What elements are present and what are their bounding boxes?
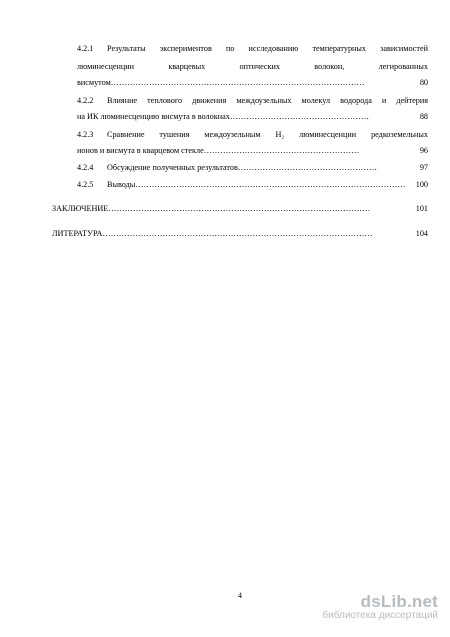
toc-entry-text: висмутом: [77, 78, 111, 87]
toc-entry-4-2-4: [77, 163, 428, 173]
toc-entry-4-2-3-line1: Сравнение тушения междоузельным H₂ люминесценции редкоземельных: [107, 130, 428, 139]
toc-entry-4-2-1-line3: [77, 78, 428, 88]
toc-page-number: 80: [419, 78, 428, 87]
toc-entry-4-2-2-line2: [77, 112, 428, 122]
page-number: 4: [238, 591, 242, 600]
toc-leader-dots: ……………………………………………………………………………………: [108, 204, 371, 213]
toc-entry-4-2-1-line1: Результаты экспериментов по исследованию температурных зависимостей: [107, 44, 428, 53]
toc-entry-conclusion: [52, 204, 428, 214]
toc-entry-literature: [52, 229, 428, 239]
toc-leader-dots: …………………………………………………………………………………: [110, 78, 365, 87]
toc-page-number: 96: [419, 146, 428, 155]
toc-number-4-2-2: 4.2.2: [77, 96, 94, 105]
toc-leader-dots: …………………………………………………: [203, 146, 360, 155]
toc-leader-dots: ………………………………………………………………………………………: [135, 180, 406, 189]
toc-entry-text: Выводы: [107, 180, 136, 189]
dslib-subtitle: библиотека диссертаций: [322, 610, 438, 621]
toc-entry-4-2-3-line2: [77, 146, 428, 156]
toc-entry-text: на ИК люминесценцию висмута в волокнах: [77, 112, 230, 121]
dslib-watermark: [322, 592, 438, 621]
toc-entry-4-2-5: [77, 180, 428, 190]
toc-entry-4-2-2-line1: Влияние теплового движения междоузельных молекул водорода и дейтерия: [107, 96, 428, 105]
toc-number: 4.2.4: [77, 163, 94, 172]
toc-page-number: 101: [415, 204, 428, 213]
toc-entry-text: Обсуждение полученных результатов: [107, 163, 238, 172]
toc-page-number: 97: [419, 163, 428, 172]
toc-page-number: 104: [415, 229, 428, 238]
dslib-logo: dsLib.net: [360, 592, 438, 611]
toc-leader-dots: ……………………………………………: [237, 163, 378, 172]
toc-page-number: 88: [419, 112, 428, 121]
toc-entry-text: ЛИТЕРАТУРА: [52, 229, 103, 238]
toc-entry-text: ЗАКЛЮЧЕНИЕ: [52, 204, 109, 213]
toc-number-4-2-3: 4.2.3: [77, 130, 94, 139]
toc-page-number: 100: [415, 180, 428, 189]
toc-entry-text: ионов и висмута в кварцевом стекле: [77, 146, 204, 155]
toc-leader-dots: ………………………………………………………………………………………: [102, 229, 373, 238]
toc-leader-dots: ……………………………………………: [229, 112, 369, 121]
toc-number: 4.2.5: [77, 180, 94, 189]
toc-entry-4-2-1-line2: люминесценции кварцевых оптических волокон, легированных: [77, 62, 428, 71]
toc-number-4-2-1: 4.2.1: [77, 44, 94, 53]
